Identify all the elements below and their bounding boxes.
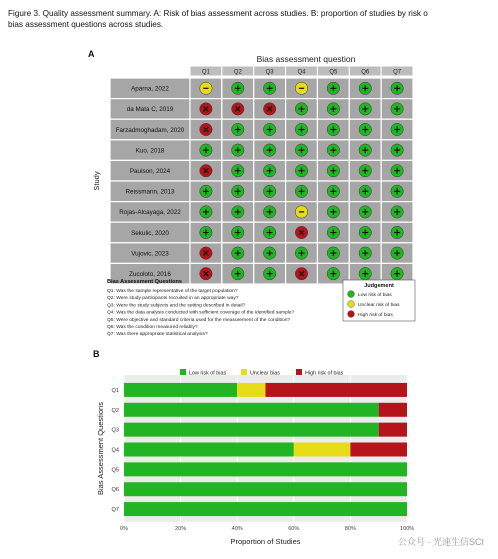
questions-legend-item: Q7: Was there appropriate statistical analysis? bbox=[107, 332, 208, 338]
panel-b-label: B bbox=[93, 349, 100, 359]
x-tick-label: 0% bbox=[119, 526, 129, 532]
header-label-q1: Q1 bbox=[201, 69, 210, 76]
header-label-q2: Q2 bbox=[233, 69, 242, 76]
bar-segment bbox=[379, 423, 407, 437]
bar-segment bbox=[124, 443, 294, 457]
caption-line-1: Figure 3. Quality assessment summary. A: Risk of bias assessment across studies. B: proportion of studies by risk o bbox=[8, 9, 428, 18]
x-tick-label: 80% bbox=[344, 526, 357, 532]
x-tick-label: 100% bbox=[399, 526, 415, 532]
questions-legend-item: Q1: Was the sample representative of the target population? bbox=[107, 289, 238, 294]
bar-segment bbox=[350, 443, 407, 457]
study-label: Kuo, 2018 bbox=[135, 147, 165, 155]
y-tick-label: Q4 bbox=[111, 447, 119, 454]
questions-legend-item: Q4: Was the data analysis conducted with sufficient coverage of the identified sample? bbox=[107, 310, 295, 316]
y-tick-label: Q5 bbox=[111, 467, 119, 474]
y-tick-label: Q1 bbox=[111, 387, 119, 394]
questions-legend-item: Q5: Were objective and standard criteria used for the measurement of the condition? bbox=[107, 317, 291, 323]
header-label-q6: Q6 bbox=[361, 69, 370, 76]
study-label: Zucoloto, 2016 bbox=[129, 271, 171, 278]
y-tick-label: Q2 bbox=[111, 407, 119, 414]
caption-line-2: bias assessment questions across studies. bbox=[8, 19, 164, 29]
questions-legend-item: Q2: Were study participants recruited in an appropriate way? bbox=[107, 296, 239, 302]
questions-legend-item: Q3: Were the study subjects and the setting described in detail? bbox=[107, 303, 246, 309]
bar-segment bbox=[124, 383, 237, 397]
header-label-q7: Q7 bbox=[393, 69, 402, 76]
y-axis-label: Bias Assessment Questions bbox=[96, 402, 105, 495]
panel-a-title: Bias assessment question bbox=[256, 54, 356, 64]
study-label: Aparna, 2022 bbox=[131, 85, 169, 93]
judgement-legend-label: High risk of bias bbox=[358, 312, 393, 318]
questions-legend-title: Bias Assessment Questions bbox=[107, 279, 183, 285]
header-label-q3: Q3 bbox=[265, 69, 274, 76]
x-tick-label: 40% bbox=[231, 526, 243, 532]
legend-swatch bbox=[296, 369, 302, 375]
bar-segment bbox=[237, 383, 265, 397]
bar-segment bbox=[294, 443, 351, 457]
legend-label: Unclear bias bbox=[250, 370, 280, 377]
bar-segment bbox=[124, 423, 379, 437]
x-tick-label: 60% bbox=[288, 526, 300, 532]
y-tick-label: Q7 bbox=[111, 507, 119, 514]
header-label-q5: Q5 bbox=[329, 69, 338, 76]
judgement-unclear-icon bbox=[348, 301, 355, 308]
header-label-q4: Q4 bbox=[297, 69, 306, 76]
panel-a-label: A bbox=[88, 49, 95, 59]
bar-segment bbox=[379, 403, 407, 417]
legend-swatch bbox=[180, 369, 186, 375]
judgement-high-icon bbox=[348, 311, 355, 318]
bar-segment bbox=[124, 502, 407, 516]
study-label: Farzadmoghadam, 2020 bbox=[115, 126, 185, 134]
judgement-legend-title: Judgement bbox=[364, 283, 394, 289]
legend-label: High risk of bias bbox=[305, 370, 344, 377]
watermark-text: 公众号 · 光速生信SCI bbox=[397, 537, 484, 547]
legend-label: Low risk of bias bbox=[189, 370, 227, 377]
y-tick-label: Q3 bbox=[111, 427, 119, 434]
bar-segment bbox=[266, 383, 408, 397]
study-label: da Mata C, 2019 bbox=[126, 106, 174, 114]
bar-segment bbox=[124, 462, 407, 476]
panel-a-y-label: Study bbox=[92, 171, 101, 191]
bar-segment bbox=[124, 482, 407, 496]
judgement-legend-label: Low risk of bias bbox=[358, 292, 392, 298]
judgement-low-icon bbox=[348, 291, 355, 298]
x-axis-label: Proportion of Studies bbox=[230, 537, 301, 546]
study-label: Paulson, 2024 bbox=[129, 168, 171, 175]
bar-segment bbox=[124, 403, 379, 417]
study-label: Rojas-Alcayaga, 2022 bbox=[119, 209, 181, 217]
x-tick-label: 20% bbox=[174, 526, 187, 532]
study-label: Vujovic, 2023 bbox=[131, 250, 169, 258]
judgement-legend-label: Unclear risk of bias bbox=[358, 302, 400, 308]
study-label: Sekulic, 2020 bbox=[131, 229, 169, 237]
legend-swatch bbox=[241, 369, 247, 375]
questions-legend-item: Q6: Was the condition measured reliably? bbox=[107, 325, 198, 330]
y-tick-label: Q6 bbox=[111, 487, 119, 494]
study-label: Reissmann, 2013 bbox=[125, 188, 175, 196]
